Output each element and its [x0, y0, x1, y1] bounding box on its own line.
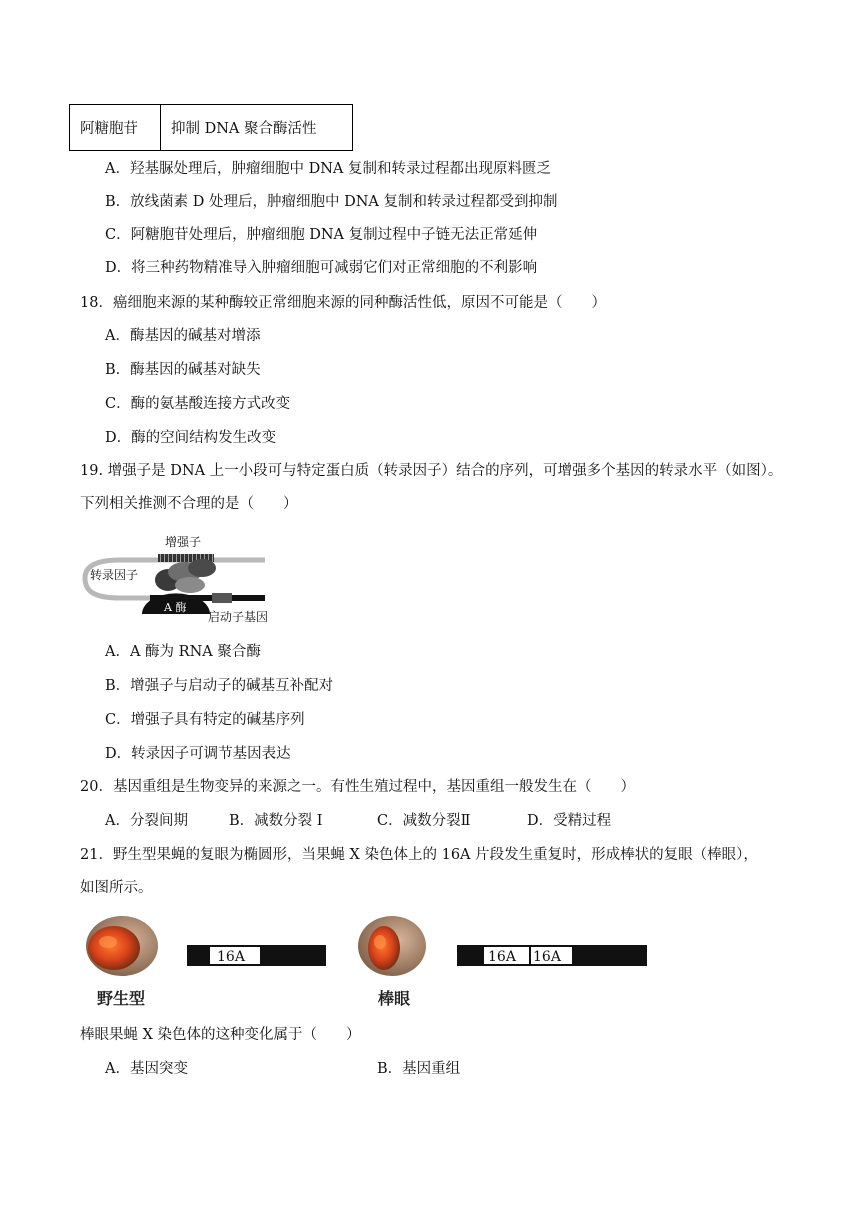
segment-16a-second-label: 16A — [533, 949, 561, 965]
q20-option-a: A．分裂间期 — [105, 813, 188, 829]
q18-option-a: A．酶基因的碱基对增添 — [105, 328, 261, 344]
q18-option-b: B．酶基因的碱基对缺失 — [105, 362, 261, 378]
promoter-segment — [212, 593, 232, 603]
q19-option-a: A．A 酶为 RNA 聚合酶 — [105, 644, 261, 660]
q20-stem: 20．基因重组是生物变异的来源之一。有性生殖过程中，基因重组一般发生在（ ） — [80, 779, 635, 795]
q19-option-d: D．转录因子可调节基因表达 — [105, 746, 291, 762]
q21-stem-line1: 21．野生型果蝇的复眼为椭圆形，当果蝇 X 染色体上的 16A 片段发生重复时，形成棒状的复眼（棒眼）， — [80, 847, 758, 863]
enhancer-diagram — [80, 528, 280, 628]
segment-16a-first-label: 16A — [488, 949, 516, 965]
drug-table — [69, 104, 353, 151]
wild-type-fly-image — [86, 916, 158, 976]
q19-stem-line1: 19. 增强子是 DNA 上一小段可与特定蛋白质（转录因子）结合的序列，可增强多个基因的转录水平（如图）。 — [80, 463, 783, 479]
fly-eye-figure — [70, 912, 660, 1010]
table-row — [70, 105, 353, 151]
q18-option-d: D．酶的空间结构发生改变 — [105, 430, 277, 446]
q18-stem: 18．癌细胞来源的某种酶较正常细胞来源的同种酶活性低，原因不可能是（ ） — [80, 295, 606, 311]
q20-option-d: D．受精过程 — [527, 813, 612, 829]
segment-16a-label: 16A — [217, 949, 245, 965]
label-promoter-gene: 启动子基因 — [208, 610, 269, 624]
label-bar-eye: 棒眼 — [378, 989, 411, 1008]
table-cell-drug: 阿糖胞苷 — [70, 105, 161, 151]
q17-option-b: B．放线菌素 D 处理后，肿瘤细胞中 DNA 复制和转录过程都受到抑制 — [105, 194, 558, 210]
q19-option-b: B．增强子与启动子的碱基互补配对 — [105, 678, 334, 694]
q19-option-c: C．增强子具有特定的碱基序列 — [105, 712, 305, 728]
label-wild-type: 野生型 — [97, 989, 146, 1008]
q17-option-a: A．羟基脲处理后，肿瘤细胞中 DNA 复制和转录过程都出现原料匮乏 — [105, 161, 551, 177]
q21-stem-line2: 如图所示。 — [80, 880, 153, 896]
q20-option-c: C．减数分裂Ⅱ — [377, 813, 471, 829]
q21-option-b: B．基因重组 — [377, 1061, 461, 1077]
label-enzyme-a: A 酶 — [164, 601, 187, 614]
q20-option-b: B．减数分裂 I — [229, 813, 323, 829]
bar-eye-fly-image — [358, 916, 426, 976]
q21-option-a: A．基因突变 — [105, 1061, 188, 1077]
label-transcription-factor: 转录因子 — [90, 568, 139, 582]
q19-stem-line2: 下列相关推测不合理的是（ ） — [80, 496, 298, 512]
q17-option-c: C．阿糖胞苷处理后，肿瘤细胞 DNA 复制过程中子链无法正常延伸 — [105, 227, 538, 243]
table-cell-effect: 抑制 DNA 聚合酶活性 — [161, 105, 353, 151]
q17-option-d: D．将三种药物精准导入肿瘤细胞可减弱它们对正常细胞的不利影响 — [105, 260, 538, 276]
label-enhancer: 增强子 — [165, 535, 202, 549]
q21-question: 棒眼果蝇 X 染色体的这种变化属于（ ） — [80, 1027, 361, 1043]
q18-option-c: C．酶的氨基酸连接方式改变 — [105, 396, 291, 412]
